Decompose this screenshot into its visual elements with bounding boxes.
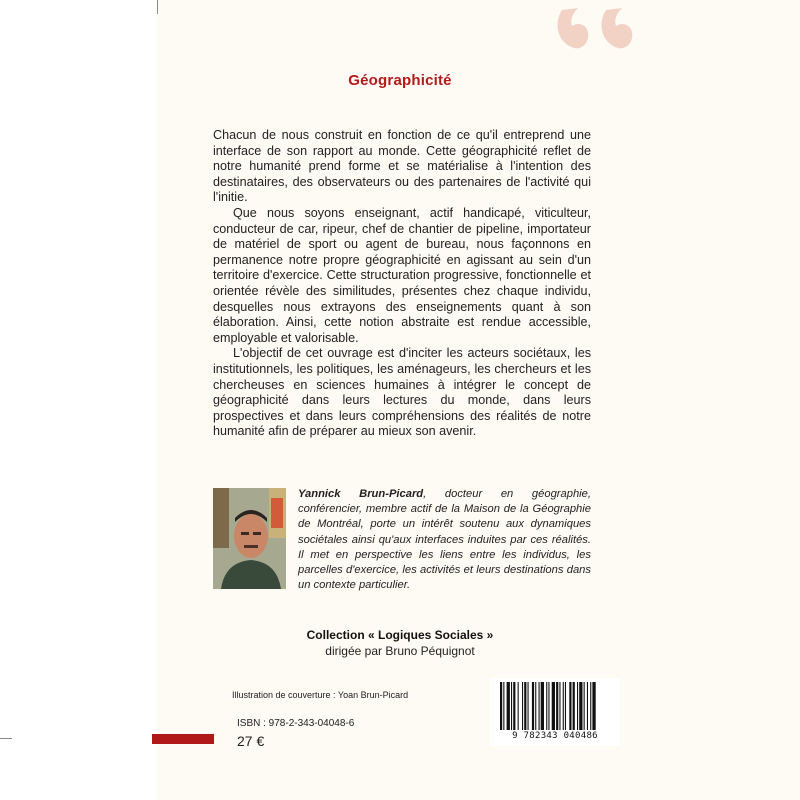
blurb-paragraph: Que nous soyons enseignant, actif handicapé, viticulteur, conducteur de car, ripeur, chef de chantier de pipeline, importateur de matériel de sport ou agent de bureau, nous façonnons en permanence notre propre géographicité en agissant au sein d'un territoire d'exercice. Cette structuration progressive, fonctionnelle et orientée révèle des similitudes, présentes chez chaque individu, desquelles nous extrayons des enseignements quant à son élaboration. Ainsi, cette notion abstraite est rendue accessible, employable et valorisable. (213, 205, 591, 345)
barcode-number: 9 782343 040486 (512, 731, 598, 741)
illustration-credit: Illustration de couverture : Yoan Brun-Picard (232, 690, 409, 700)
barcode-bar (528, 682, 529, 730)
barcode-bar (592, 682, 595, 730)
barcode-bar (522, 682, 523, 730)
back-cover-blurb (213, 128, 591, 440)
barcode-bar (500, 682, 502, 730)
barcode-bar (584, 682, 585, 730)
crop-mark (157, 0, 158, 14)
barcode-bar (556, 682, 558, 730)
barcode-bar (577, 682, 578, 730)
barcode-bar (563, 682, 564, 730)
collection-name: Collection « Logiques Sociales » (306, 628, 494, 642)
barcode-bar (511, 682, 512, 730)
barcode-bar (569, 682, 571, 730)
barcode-bar (518, 682, 519, 730)
barcode-bar (573, 682, 575, 730)
author-photo (213, 488, 286, 589)
barcode-bar (539, 682, 540, 730)
barcode-bar (532, 682, 534, 730)
barcode-bar (524, 682, 526, 730)
author-name: Yannick Brun-Picard (298, 488, 424, 500)
barcode-bar (559, 682, 560, 730)
price: 27 € (237, 733, 265, 749)
isbn: ISBN : 978-2-343-04048-6 (237, 718, 355, 729)
barcode-bar (507, 682, 510, 730)
barcode-bar (513, 682, 515, 730)
barcode-bars (490, 678, 620, 732)
barcode-bar (541, 682, 544, 730)
barcode-bar (579, 682, 582, 730)
barcode-bar (535, 682, 536, 730)
book-title: Géographicité (348, 72, 452, 89)
author-bio (298, 487, 591, 593)
collection-director: dirigée par Bruno Péquignot (325, 644, 475, 658)
barcode-bar (590, 682, 591, 730)
barcode-bar (587, 682, 588, 730)
accent-bar (152, 734, 214, 744)
barcode-bar (565, 682, 566, 730)
blurb-paragraph: Chacun de nous construit en fonction de ce qu'il entreprend une interface de son rapport au monde. Cette géographicité reflet de notre humanité prend forme et se matérialise à l'intention des destinataires, des observateurs ou des partenaires de l'activité qui l'initie. (213, 128, 591, 205)
crop-mark (0, 738, 12, 739)
blurb-paragraph: L'objectif de cet ouvrage est d'inciter les acteurs sociétaux, les institutionnels, les politiques, les aménageurs, les chercheurs et les chercheuses en sciences humaines à intégrer le concept de géographicité dans leurs lectures du monde, dans leurs prospectives et dans leurs compréhensions des réalités de notre humanité afin de préparer au mieux son avenir. (213, 346, 591, 439)
quote-mark-icon (548, 2, 648, 72)
author-bio-text: , docteur en géographie, conférencier, membre actif de la Maison de la Géographie de Montréal, porte un intérêt soutenu aux dynamiques sociétales ainsi qu'aux interfaces induites par ces réalités. Il met en perspective les liens entre les individus, les parcelles d'exercice, les activités et leurs destinations dans un contexte particulier. (298, 488, 592, 592)
barcode (490, 678, 620, 746)
barcode-bar (548, 682, 549, 730)
barcode-bar (546, 682, 547, 730)
barcode-bar (552, 682, 555, 730)
barcode-bar (503, 682, 504, 730)
